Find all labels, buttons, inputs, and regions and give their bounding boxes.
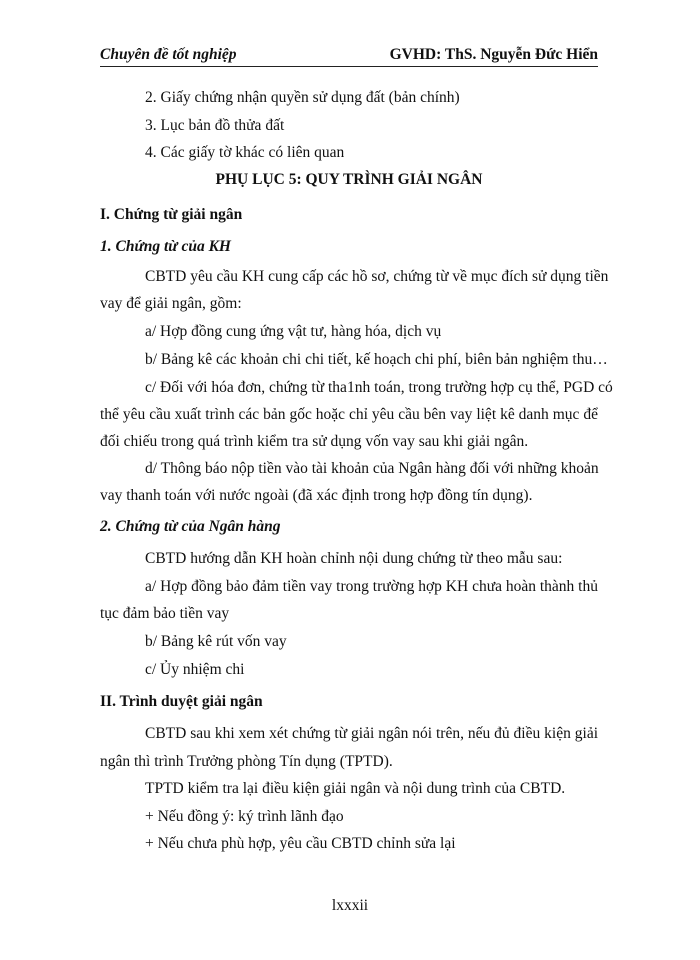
- header-left: Chuyên đề tốt nghiệp: [100, 46, 237, 63]
- paragraph-line: tục đảm bảo tiền vay: [100, 605, 230, 622]
- paragraph-line: ngân thì trình Trưởng phòng Tín dụng (TPTD).: [100, 753, 393, 770]
- section-heading-1: I. Chứng từ giải ngân: [100, 206, 243, 223]
- paragraph-line: c/ Đối với hóa đơn, chứng từ tha1nh toán, trong trường hợp cụ thể, PGD có: [145, 379, 613, 396]
- paragraph-line: đối chiếu trong quá trình kiểm tra sử dụng vốn vay sau khi giải ngân.: [100, 433, 529, 450]
- paragraph-line: a/ Hợp đồng bảo đảm tiền vay trong trường hợp KH chưa hoàn thành thủ: [145, 578, 598, 595]
- paragraph-line: vay thanh toán với nước ngoài (đã xác định trong hợp đồng tín dụng).: [100, 487, 533, 504]
- list-item: b/ Bảng kê các khoản chi chi tiết, kế hoạch chi phí, biên bản nghiệm thu…: [145, 351, 608, 368]
- section-heading-2: II. Trình duyệt giải ngân: [100, 693, 263, 710]
- paragraph-line: d/ Thông báo nộp tiền vào tài khoản của Ngân hàng đối với những khoản: [145, 460, 599, 477]
- subsection-heading-2: 2. Chứng từ của Ngân hàng: [100, 518, 281, 535]
- paragraph-line: TPTD kiểm tra lại điều kiện giải ngân và nội dung trình của CBTD.: [145, 780, 566, 797]
- list-item: 3. Lục bản đồ thửa đất: [145, 117, 285, 134]
- paragraph-line: CBTD hướng dẫn KH hoàn chỉnh nội dung chứng từ theo mẫu sau:: [145, 550, 563, 567]
- page-number: lxxxii: [331, 897, 369, 914]
- paragraph-line: thể yêu cầu xuất trình các bản gốc hoặc chỉ yêu cầu bên vay liệt kê danh mục để: [100, 406, 598, 423]
- list-item: a/ Hợp đồng cung ứng vật tư, hàng hóa, dịch vụ: [145, 323, 442, 340]
- page-header: [100, 40, 598, 67]
- appendix-title: PHỤ LỤC 5: QUY TRÌNH GIẢI NGÂN: [215, 171, 483, 188]
- header-right: GVHD: ThS. Nguyễn Đức Hiển: [389, 46, 598, 63]
- list-item: b/ Bảng kê rút vốn vay: [145, 633, 287, 650]
- paragraph-line: CBTD yêu cầu KH cung cấp các hồ sơ, chứng từ về mục đích sử dụng tiền: [145, 268, 609, 285]
- paragraph-line: vay để giải ngân, gồm:: [100, 295, 242, 312]
- list-item: + Nếu đồng ý: ký trình lãnh đạo: [145, 808, 344, 825]
- list-item: 2. Giấy chứng nhận quyền sử dụng đất (bản chính): [145, 89, 460, 106]
- subsection-heading-1: 1. Chứng từ của KH: [100, 238, 231, 255]
- list-item: 4. Các giấy tờ khác có liên quan: [145, 144, 345, 161]
- list-item: + Nếu chưa phù hợp, yêu cầu CBTD chỉnh sửa lại: [145, 835, 456, 852]
- list-item: c/ Ủy nhiệm chi: [145, 661, 245, 678]
- paragraph-line: CBTD sau khi xem xét chứng từ giải ngân nói trên, nếu đủ điều kiện giải: [145, 725, 598, 742]
